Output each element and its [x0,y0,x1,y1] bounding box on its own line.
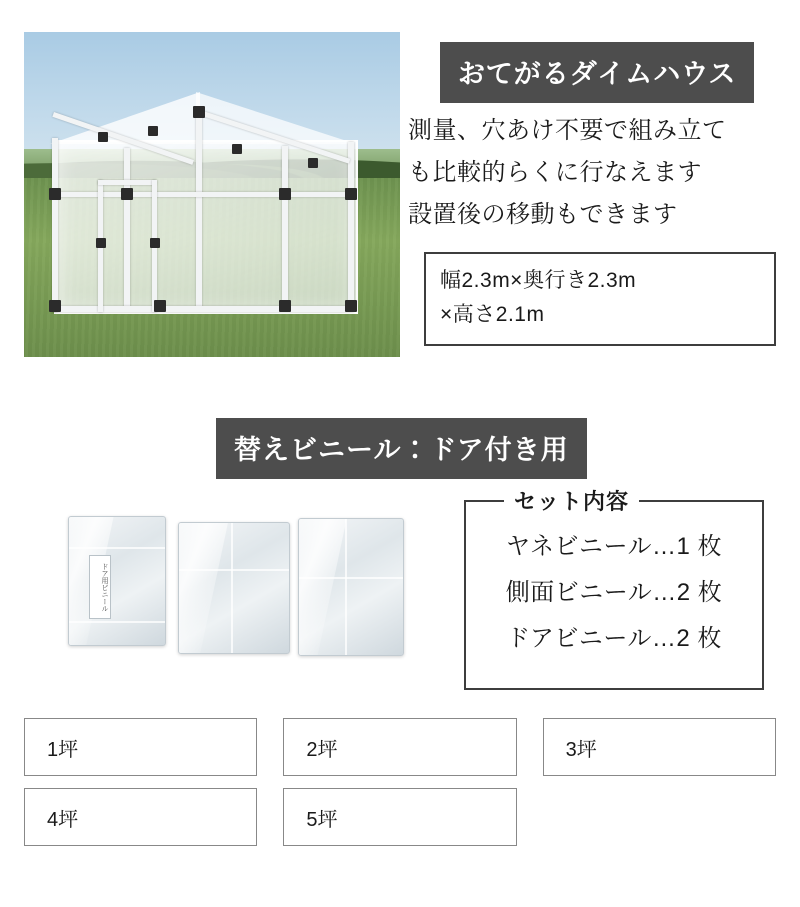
greenhouse-structure [36,92,374,322]
size-option-2tsubo[interactable]: 2坪 [283,718,516,776]
vinyl-pack-photo [60,500,420,670]
frame-joint [49,300,61,312]
frame-joint [232,144,242,154]
set-contents-item: 側面ビニール…2 枚 [505,579,723,606]
size-option-grid [24,718,776,858]
dimensions-box [424,252,776,346]
frame-joint [279,188,291,200]
size-option-row [24,718,776,776]
pack-label: ドア用ビニール [89,555,111,619]
frame-post [124,148,130,310]
section-two-headline: 替えビニール：ドア付き用 [216,418,587,479]
set-contents-item: ヤネビニール…1 枚 [505,533,723,560]
set-contents-title: セット内容 [504,485,639,516]
set-contents-box [464,489,764,690]
product-intro-section [0,0,800,400]
frame-post [196,110,202,310]
frame-joint [98,132,108,142]
size-option-4tsubo[interactable]: 4坪 [24,788,257,846]
size-option-3tsubo[interactable]: 3坪 [543,718,776,776]
pack-seam [69,547,165,549]
description-line: も比較的らくに行なえます [408,159,702,186]
description-line: 測量、穴あけ不要で組み立て [408,117,727,144]
set-contents-list [466,524,762,662]
frame-joint [193,106,205,118]
frame-joint [345,300,357,312]
frame-joint [121,188,133,200]
set-contents-item: ドアビニール…2 枚 [506,625,722,652]
size-option-5tsubo[interactable]: 5坪 [283,788,516,846]
greenhouse-photo [24,32,400,357]
frame-joint [154,300,166,312]
pack-seam [231,523,233,653]
description-line: 設置後の移動もできます [408,201,678,228]
vinyl-pack-item [178,522,290,654]
size-option-1tsubo[interactable]: 1坪 [24,718,257,776]
frame-joint [148,126,158,136]
frame-joint [345,188,357,200]
size-option-placeholder [543,788,776,846]
dimensions-line: ×高さ2.1m [440,303,545,326]
section-one-headline: おてがるダイムハウス [440,42,754,103]
frame-post [348,142,354,308]
size-option-row [24,788,776,846]
frame-post [282,146,288,310]
frame-joint [150,238,160,248]
vinyl-pack-item [68,516,166,646]
pack-seam [345,519,347,655]
vinyl-pack-item [298,518,404,656]
pack-seam [299,577,403,579]
frame-joint [279,300,291,312]
frame-joint [96,238,106,248]
frame-joint [49,188,61,200]
door-frame [98,180,156,185]
frame-joint [308,158,318,168]
pack-seam [179,569,289,571]
frame-post [52,138,58,312]
product-description [408,110,778,236]
pack-seam [69,621,165,623]
dimensions-line: 幅2.3m×奥行き2.3m [440,269,637,292]
